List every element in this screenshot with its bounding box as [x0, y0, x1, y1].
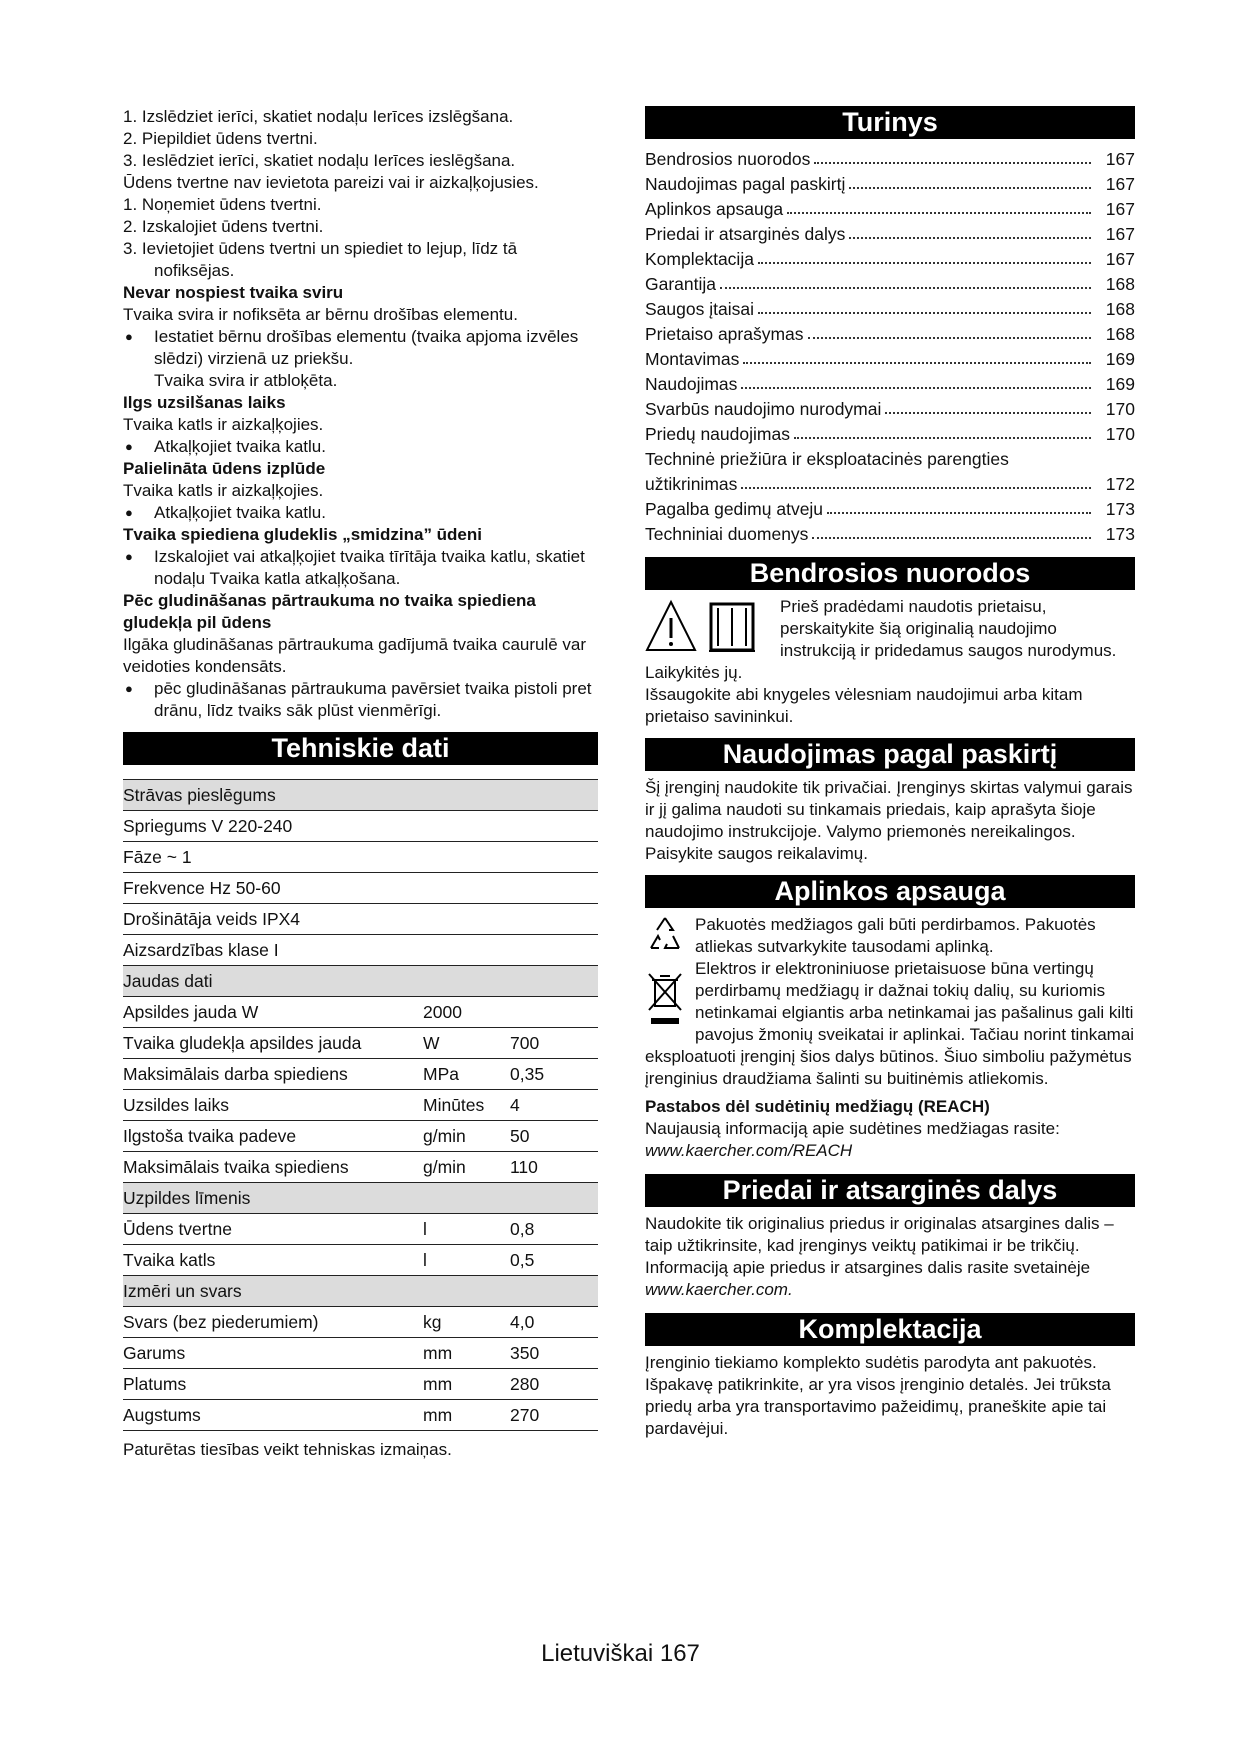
- tech-cell-label: Maksimālais darba spiediens: [123, 1059, 423, 1090]
- spray-bullet: ● Izskalojiet vai atkaļķojiet tvaika tīrītāja tvaika katlu, skatiet nodaļu Tvaika katla atkaļķošana.: [123, 546, 598, 590]
- drip-bullet: ● pēc gludināšanas pārtraukuma pavērsiet tvaika pistoli pret drānu, līdz tvaiks sāk plūst vienmērīgi.: [123, 678, 598, 722]
- tech-cell-value: [510, 1276, 598, 1307]
- tech-cell-value: 0,5: [510, 1245, 598, 1276]
- reach-link[interactable]: www.kaercher.com/REACH: [645, 1141, 853, 1160]
- toc-page: 168: [1105, 274, 1135, 294]
- toc-page: 167: [1105, 149, 1135, 169]
- toc-row[interactable]: [645, 470, 1135, 495]
- tech-cell-unit: [423, 935, 510, 966]
- toc-row[interactable]: [645, 520, 1135, 545]
- heading-water: Palielināta ūdens izplūde: [123, 459, 326, 478]
- toc-label: Priedai ir atsarginės dalys: [645, 224, 846, 244]
- tech-cell-value: 50: [510, 1121, 598, 1152]
- tech-cell-unit: W: [423, 1028, 510, 1059]
- footer-page-number: 167: [659, 1640, 700, 1667]
- heading-spray: Tvaika spiediena gludeklis „smidzina” ūdeni: [123, 525, 482, 544]
- tech-cell-unit: MPa: [423, 1059, 510, 1090]
- toc-page: 168: [1105, 324, 1135, 344]
- tech-row: [123, 1152, 598, 1183]
- toc-page: 170: [1105, 399, 1135, 419]
- toc-page: 172: [1105, 474, 1135, 494]
- tech-note: Paturētas tiesības veikt tehniskas izmaiņas.: [123, 1440, 452, 1459]
- tech-cell-unit: g/min: [423, 1152, 510, 1183]
- toc-row[interactable]: [645, 395, 1135, 420]
- intro-line: Ūdens tvertne nav ievietota pareizi vai ir aizkaļķojusies.: [123, 173, 539, 192]
- tech-cell-label: Aizsardzības klase I: [123, 935, 423, 966]
- general-text: Prieš pradėdami naudotis prietaisu, perskaitykite šią originalią naudojimo instrukciją ir pridedamus saugos nurodymus. Laikykitės jų.: [645, 597, 1117, 682]
- table-of-contents: [645, 145, 1135, 545]
- tech-cell-value: 4: [510, 1090, 598, 1121]
- footer-language: Lietuviškai: [541, 1640, 654, 1667]
- lever-note: Tvaika svira ir atbloķēta.: [154, 371, 338, 390]
- tech-group-row: [123, 966, 598, 997]
- crossed-bin-icon: [645, 970, 685, 1034]
- tech-cell-label: Tvaika katls: [123, 1245, 423, 1276]
- toc-row[interactable]: [645, 495, 1135, 520]
- right-column: [645, 106, 1135, 1440]
- tech-cell-value: 350: [510, 1338, 598, 1369]
- tech-cell-value: 280: [510, 1369, 598, 1400]
- toc-page: 168: [1105, 299, 1135, 319]
- tech-cell-value: 0,8: [510, 1214, 598, 1245]
- tech-cell-label: Tvaika gludekļa apsildes jauda: [123, 1028, 423, 1059]
- tech-cell-unit: [423, 811, 510, 842]
- tech-cell-label: Drošinātāja veids IPX4: [123, 904, 423, 935]
- section-header-toc: Turinys: [645, 106, 1135, 139]
- toc-label-cont: užtikrinimas: [645, 474, 738, 494]
- tech-row: [123, 1338, 598, 1369]
- tech-row: [123, 1369, 598, 1400]
- tech-cell-label: Frekvence Hz 50-60: [123, 873, 423, 904]
- toc-page: 167: [1105, 249, 1135, 269]
- tech-data-table: [123, 779, 598, 1431]
- tech-cell-unit: kg: [423, 1307, 510, 1338]
- toc-label: Naudojimas: [645, 374, 738, 394]
- tech-cell-value: 700: [510, 1028, 598, 1059]
- tech-cell-label: Uzpildes līmenis: [123, 1183, 423, 1214]
- tech-cell-unit: 2000: [423, 997, 510, 1028]
- tech-cell-label: Spriegums V 220-240: [123, 811, 423, 842]
- drip-text: Ilgāka gludināšanas pārtraukuma gadījumā tvaika caurulē var veidoties kondensāts.: [123, 635, 587, 676]
- tech-cell-value: [510, 1183, 598, 1214]
- toc-label: Prietaiso aprašymas: [645, 324, 804, 344]
- toc-page: 173: [1105, 524, 1135, 544]
- intro-line: 1. Noņemiet ūdens tvertni.: [123, 195, 322, 214]
- intro-line: 3. Ievietojiet ūdens tvertni un spiediet to lejup, līdz tā: [123, 239, 518, 258]
- toc-label: Bendrosios nuorodos: [645, 149, 811, 169]
- tech-row: [123, 904, 598, 935]
- heading-lever: Nevar nospiest tvaika sviru: [123, 283, 344, 302]
- left-column: [123, 106, 598, 1461]
- tech-cell-value: [510, 935, 598, 966]
- water-text: Tvaika katls ir aizkaļķojies.: [123, 481, 324, 500]
- tech-cell-label: Strāvas pieslēgums: [123, 780, 423, 811]
- toc-row[interactable]: [645, 145, 1135, 170]
- tech-cell-value: [510, 873, 598, 904]
- tech-cell-unit: [423, 1183, 510, 1214]
- tech-cell-label: Ūdens tvertne: [123, 1214, 423, 1245]
- toc-label: Svarbūs naudojimo nurodymai: [645, 399, 882, 419]
- tech-row: [123, 1059, 598, 1090]
- intro-line: 3. Ieslēdziet ierīci, skatiet nodaļu Ierīces ieslēgšana.: [123, 151, 516, 170]
- toc-row[interactable]: [645, 170, 1135, 195]
- tech-row: [123, 997, 598, 1028]
- tech-row: [123, 811, 598, 842]
- parts-text2: [645, 1257, 1135, 1301]
- parts-link[interactable]: www.kaercher.com.: [645, 1280, 793, 1299]
- env-text-packaging: Pakuotės medžiagos gali būti perdirbamos. Pakuotės atliekas sutvarkykite tausodami aplinką.: [695, 915, 1096, 956]
- heat-text: Tvaika katls ir aizkaļķojies.: [123, 415, 324, 434]
- tech-cell-unit: [423, 780, 510, 811]
- tech-cell-unit: mm: [423, 1400, 510, 1431]
- general-section: [645, 596, 1135, 728]
- tech-cell-unit: l: [423, 1214, 510, 1245]
- intro-line: 2. Piepildiet ūdens tvertni.: [123, 129, 318, 148]
- tech-cell-value: 4,0: [510, 1307, 598, 1338]
- toc-row[interactable]: [645, 270, 1135, 295]
- reach-heading: Pastabos dėl sudėtinių medžiagų (REACH): [645, 1097, 990, 1116]
- tech-cell-label: Garums: [123, 1338, 423, 1369]
- tech-row: [123, 1245, 598, 1276]
- toc-label: Montavimas: [645, 349, 740, 369]
- recycle-icon: [645, 914, 685, 964]
- tech-cell-unit: mm: [423, 1369, 510, 1400]
- kit-text: Įrenginio tiekiamo komplekto sudėtis parodyta ant pakuotės. Išpakavę patikrinkite, ar yra visos įrenginio detalės. Jei trūksta priedų arba yra transportavimo pažeidimų, praneškite apie tai pardavėjui.: [645, 1353, 1111, 1438]
- tech-cell-label: Maksimālais tvaika spiediens: [123, 1152, 423, 1183]
- use-text: Šį įrenginį naudokite tik privačiai. Įrenginys skirtas valymui garais ir jį galima naudoti su tinkamais priedais, kaip aprašyta šioje naudojimo instrukcijoje. Valymo priemonės nereikalingos. Paisykite saugos reikalavimų.: [645, 778, 1133, 863]
- toc-label: Aplinkos apsauga: [645, 199, 784, 219]
- tech-cell-label: Svars (bez piederumiem): [123, 1307, 423, 1338]
- tech-cell-value: 0,35: [510, 1059, 598, 1090]
- toc-label: Garantija: [645, 274, 717, 294]
- toc-label: Pagalba gedimų atveju: [645, 499, 824, 519]
- general-text2: Išsaugokite abi knygeles vėlesniam naudojimui arba kitam prietaiso savininkui.: [645, 685, 1083, 726]
- toc-page: 167: [1105, 174, 1135, 194]
- parts-text: Naudokite tik originalius priedus ir originalas atsargines dalis – taip užtikrinsite, kad įrenginys veiktų patikimai ir be trikčių.: [645, 1214, 1114, 1255]
- section-header-general: Bendrosios nuorodos: [645, 557, 1135, 590]
- tech-cell-label: Uzsildes laiks: [123, 1090, 423, 1121]
- tech-cell-value: [510, 842, 598, 873]
- tech-cell-value: [510, 904, 598, 935]
- heading-heat: Ilgs uzsilšanas laiks: [123, 393, 286, 412]
- tech-cell-label: Fāze ~ 1: [123, 842, 423, 873]
- toc-row[interactable]: [645, 195, 1135, 220]
- tech-row: [123, 1090, 598, 1121]
- toc-row[interactable]: [645, 370, 1135, 395]
- tech-row: [123, 1400, 598, 1431]
- tech-cell-value: 110: [510, 1152, 598, 1183]
- toc-page: 173: [1105, 499, 1135, 519]
- tech-group-row: [123, 1183, 598, 1214]
- tech-cell-value: [510, 966, 598, 997]
- toc-label: Saugos įtaisai: [645, 299, 754, 319]
- tech-group-row: [123, 780, 598, 811]
- section-header-env: Aplinkos apsauga: [645, 875, 1135, 908]
- tech-cell-unit: l: [423, 1245, 510, 1276]
- tech-row: [123, 1214, 598, 1245]
- env-text-electronics: Elektros ir elektroniniuose prietaisuose būna vertingų perdirbamų medžiagų ir dažnai tokių dalių, su kuriomis netinkamai elgiantis arba netinkamai jas pašalinus gali kilti pavojus žmonių sveikatai ir aplinkai. Tačiau norint tinkamai eksploatuoti įrenginį šios dalys būtinos. Šiuo simboliu pažymėtus įrenginius draudžiama šalinti su buitinėmis atliekomis.: [645, 959, 1135, 1088]
- tech-cell-value: [510, 811, 598, 842]
- tech-cell-unit: [423, 1276, 510, 1307]
- section-header-parts: Priedai ir atsarginės dalys: [645, 1174, 1135, 1207]
- tech-row: [123, 873, 598, 904]
- tech-row: [123, 842, 598, 873]
- tech-row: [123, 1307, 598, 1338]
- reach-text: Naujausią informaciją apie sudėtines medžiagas rasite:: [645, 1119, 1060, 1138]
- toc-page: 169: [1105, 349, 1135, 369]
- intro-line: 1. Izslēdziet ierīci, skatiet nodaļu Ierīces izslēgšana.: [123, 107, 514, 126]
- tech-cell-label: Platums: [123, 1369, 423, 1400]
- tech-cell-value: [510, 997, 598, 1028]
- toc-label: Komplektacija: [645, 249, 754, 269]
- tech-row: [123, 1028, 598, 1059]
- heading-drip: Pēc gludināšanas pārtraukuma no tvaika spiediena gludekļa pil ūdens: [123, 591, 536, 632]
- tech-cell-label: Apsildes jauda W: [123, 997, 423, 1028]
- toc-row[interactable]: [645, 220, 1135, 245]
- parts-text2-label: Informaciją apie priedus ir atsargines dalis rasite svetainėje: [645, 1258, 1091, 1277]
- tech-row: [123, 935, 598, 966]
- intro-line-cont: nofiksējas.: [154, 261, 235, 280]
- warning-book-icon: [645, 598, 770, 660]
- heat-bullet: ● Atkaļķojiet tvaika katlu.: [123, 436, 598, 458]
- tech-cell-label: Ilgstoša tvaika padeve: [123, 1121, 423, 1152]
- toc-row[interactable]: [645, 245, 1135, 270]
- toc-label: Naudojimas pagal paskirtį: [645, 174, 846, 194]
- water-bullet: ● Atkaļķojiet tvaika katlu.: [123, 502, 598, 524]
- tech-cell-value: [510, 780, 598, 811]
- lever-bullet: ● Iestatiet bērnu drošības elementu (tvaika apjoma izvēles slēdzi) virzienā uz priekšu.: [123, 326, 598, 370]
- tech-cell-label: Izmēri un svars: [123, 1276, 423, 1307]
- page-footer: [0, 1640, 1241, 1668]
- intro-line: 2. Izskalojiet ūdens tvertni.: [123, 217, 324, 236]
- toc-page: 167: [1105, 224, 1135, 244]
- env-section: [645, 914, 1135, 1090]
- toc-label: Techniniai duomenys: [645, 524, 809, 544]
- toc-row[interactable]: [645, 420, 1135, 445]
- toc-page: 170: [1105, 424, 1135, 444]
- section-header-kit: Komplektacija: [645, 1313, 1135, 1346]
- toc-row-first-line: Techninė priežiūra ir eksploatacinės parengties: [645, 449, 1009, 469]
- toc-row[interactable]: [645, 295, 1135, 320]
- tech-cell-unit: mm: [423, 1338, 510, 1369]
- tech-cell-unit: g/min: [423, 1121, 510, 1152]
- section-header-tech: Tehniskie dati: [123, 732, 598, 765]
- tech-cell-label: Jaudas dati: [123, 966, 423, 997]
- tech-cell-label: Augstums: [123, 1400, 423, 1431]
- tech-cell-unit: [423, 842, 510, 873]
- toc-label: Priedų naudojimas: [645, 424, 790, 444]
- lever-text: Tvaika svira ir nofiksēta ar bērnu drošības elementu.: [123, 305, 518, 324]
- tech-cell-unit: [423, 873, 510, 904]
- toc-page: 169: [1105, 374, 1135, 394]
- toc-page: 167: [1105, 199, 1135, 219]
- tech-group-row: [123, 1276, 598, 1307]
- toc-row[interactable]: [645, 345, 1135, 370]
- tech-cell-value: 270: [510, 1400, 598, 1431]
- toc-row[interactable]: [645, 320, 1135, 345]
- tech-cell-unit: Minūtes: [423, 1090, 510, 1121]
- tech-row: [123, 1121, 598, 1152]
- tech-cell-unit: [423, 904, 510, 935]
- tech-cell-unit: [423, 966, 510, 997]
- section-header-use: Naudojimas pagal paskirtį: [645, 738, 1135, 771]
